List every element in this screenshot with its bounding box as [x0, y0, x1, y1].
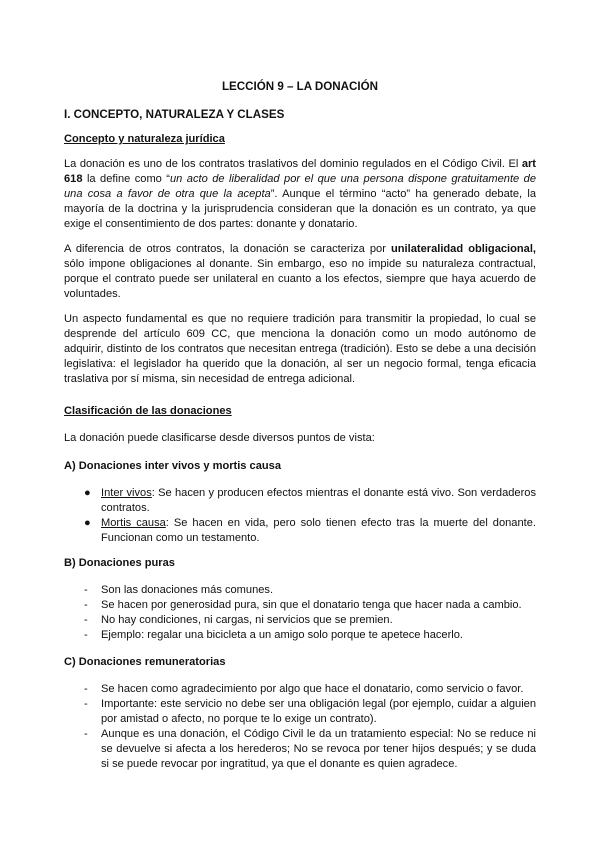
list-item: - Aunque es una donación, el Código Civil le da un tratamiento especial: No se reduce ni se devuelve si afecta a los herederos; No se revoca por tener hijos después; y se duda si se puede revocar por ingratitud, ya que el donante es quien agradece.	[84, 728, 536, 770]
dash-icon: -	[84, 683, 88, 695]
dash-icon: -	[84, 614, 88, 626]
dash-icon: -	[84, 698, 88, 710]
subsection-a-list	[64, 486, 536, 546]
list-item: - Importante: este servicio no debe ser una obligación legal (por ejemplo, cuidar a alguien por amistad o afecto, no porque te lo exige un contrato).	[84, 698, 536, 725]
dash-icon: -	[84, 629, 88, 641]
list-item: - Ejemplo: regalar una bicicleta a un amigo solo porque te apetece hacerlo.	[84, 629, 464, 641]
list-item: ● Inter vivos: Se hacen y producen efectos mientras el donante está vivo. Son verdaderos contratos.	[84, 487, 536, 514]
clasificacion-heading: Clasificación de las donaciones	[64, 405, 232, 417]
concepto-paragraph-2	[64, 242, 536, 302]
p1-quote: un acto de liberalidad por el que una persona dispone gratuitamente de una cosa a favor de otra que la acepta	[64, 173, 537, 200]
list-item: - Son las donaciones más comunes.	[84, 584, 274, 596]
subsection-c-heading: C) Donaciones remuneratorias	[64, 656, 226, 668]
clasificacion-intro: La donación puede clasificarse desde diversos puntos de vista:	[64, 432, 375, 444]
subsection-a-heading: A) Donaciones inter vivos y mortis causa	[64, 460, 282, 472]
list-item: - Se hacen por generosidad pura, sin que el donatario tenga que hacer nada a cambio.	[84, 599, 522, 611]
dash-icon: -	[84, 728, 88, 740]
subsection-c-list	[64, 682, 536, 772]
list-item: - Se hacen como agradecimiento por algo que hace el donatario, como servicio o favor.	[84, 683, 524, 695]
p2-text-a: A diferencia de otros contratos, la donación se caracteriza por	[64, 243, 391, 255]
concepto-paragraph-1	[64, 157, 536, 232]
list-item: - No hay condiciones, ni cargas, ni servicios que se premien.	[84, 614, 393, 626]
dash-icon: -	[84, 584, 88, 596]
p1-text-b: la define como “	[82, 173, 171, 185]
p1-text-c: ”. Aunque el término “acto” ha generado debate, la mayoría de la doctrina y la jurisprudencia consideran que la donación es un contrato, ya que exige el consentimiento de dos partes: donante y donatario.	[64, 188, 536, 230]
p1-article: art 618	[64, 158, 536, 185]
bullet-icon: ●	[84, 487, 91, 499]
dash-icon: -	[84, 599, 88, 611]
bullet-icon: ●	[84, 517, 91, 529]
concepto-heading: Concepto y naturaleza jurídica	[64, 133, 225, 145]
p2-bold: unilateralidad obligacional,	[391, 243, 536, 255]
subsection-b-list	[64, 583, 536, 643]
subsection-b-heading: B) Donaciones puras	[64, 557, 175, 569]
p2-text-c: sólo impone obligaciones al donante. Sin embargo, eso no impide su naturaleza contractual, porque el contrato puede ser unilateral en cuanto a los efectos, siempre que haya acuerdo de voluntades.	[64, 258, 536, 300]
section-heading: I. CONCEPTO, NATURALEZA Y CLASES	[64, 108, 285, 121]
p1-text-a: La donación es uno de los contratos traslativos del dominio regulados en el Código Civil. El	[64, 158, 522, 170]
list-item: ● Mortis causa: Se hacen en vida, pero solo tienen efecto tras la muerte del donante. Funcionan como un testamento.	[84, 517, 536, 544]
concepto-paragraph-3: Un aspecto fundamental es que no requiere tradición para transmitir la propiedad, lo cual se desprende del artículo 609 CC, que menciona la donación como un modo autónomo de adquirir, distinto de los contratos que necesitan entrega (tradición). Esto se debe a una decisión legislativa: el legislador ha querido que la donación, al ser un negocio formal, tenga eficacia traslativa por sí misma, sin necesidad de entrega adicional.	[64, 313, 536, 385]
page-title: LECCIÓN 9 – LA DONACIÓN	[221, 80, 379, 93]
